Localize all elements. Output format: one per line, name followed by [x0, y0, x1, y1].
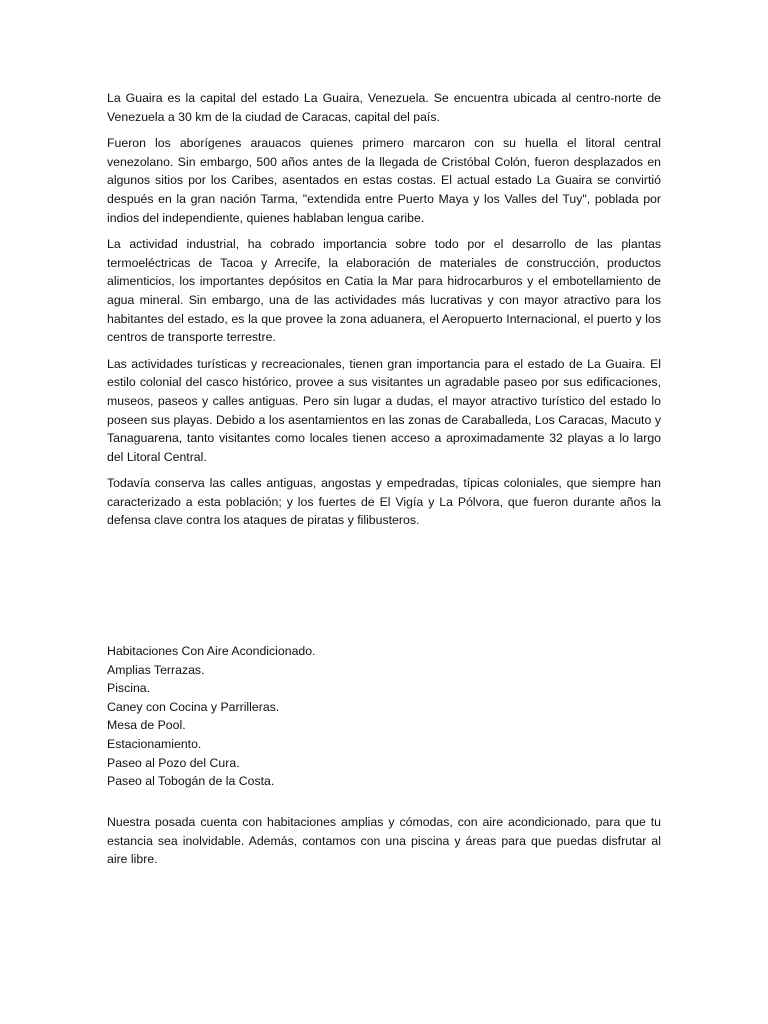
list-item: Paseo al Tobogán de la Costa. [107, 774, 275, 789]
paragraph-intro: La Guaira es la capital del estado La Guaira, Venezuela. Se encuentra ubicada al centro-norte de Venezuela a 30 km de la ciudad de Caracas, capital del país. [107, 91, 661, 124]
list-item: Amplias Terrazas. [107, 662, 205, 677]
list-item: Habitaciones Con Aire Acondicionado. [107, 644, 316, 658]
list-item: Caney con Cocina y Parrilleras. [107, 699, 280, 714]
list-item: Estacionamiento. [107, 736, 202, 751]
paragraph-industry: La actividad industrial, ha cobrado importancia sobre todo por el desarrollo de las plantas termoeléctricas de Tacoa y Arrecife, la elaboración de materiales de construcción, productos alimenticios, los importantes depósitos en Catia la Mar para hidrocarburos y el embotellamiento de agua mineral. Sin embargo, una de las actividades más lucrativas y con mayor atractivo para los habitantes del estado, es la que provee la zona aduanera, el Aeropuerto Internacional, el puerto y los centros de transporte terrestre. [107, 237, 661, 345]
document-body [107, 89, 661, 530]
list-item: Piscina. [107, 681, 151, 696]
list-item: Paseo al Pozo del Cura. [107, 755, 240, 770]
amenities-list [107, 642, 661, 791]
list-item: Mesa de Pool. [107, 718, 186, 733]
paragraph-tourism: Las actividades turísticas y recreacionales, tienen gran importancia para el estado de La Guaira. El estilo colonial del casco histórico, provee a sus visitantes un agradable paseo por sus edificaciones, museos, paseos y calles antiguas. Pero sin lugar a dudas, el mayor atractivo turístico del estado lo poseen sus playas. Debido a los asentamientos en las zonas de Caraballeda, Los Caracas, Macuto y Tanaguarena, tanto visitantes como locales tienen acceso a aproximadamente 32 playas a lo largo del Litoral Central. [107, 356, 661, 464]
paragraph-history: Fueron los aborígenes arauacos quienes primero marcaron con su huella el litoral central venezolano. Sin embargo, 500 años antes de la llegada de Cristóbal Colón, fueron desplazados en algunos sitios por los Caribes, asentados en estas costas. El actual estado La Guaira se convirtió después en la gran nación Tarma, "extendida entre Puerto Maya y los Valles del Tuy", poblada por indios del independiente, quienes hablaban lengua caribe. [107, 136, 661, 225]
paragraph-closing: Nuestra posada cuenta con habitaciones amplias y cómodas, con aire acondicionado, para que tu estancia sea inolvidable. Además, contamos con una piscina y áreas para que puedas disfrutar al aire libre. [107, 815, 661, 867]
paragraph-colonial: Todavía conserva las calles antiguas, angostas y empedradas, típicas coloniales, que siempre han caracterizado a esta población; y los fuertes de El Vigía y La Pólvora, que fueron durante años la defensa clave contra los ataques de piratas y filibusteros. [107, 476, 661, 528]
